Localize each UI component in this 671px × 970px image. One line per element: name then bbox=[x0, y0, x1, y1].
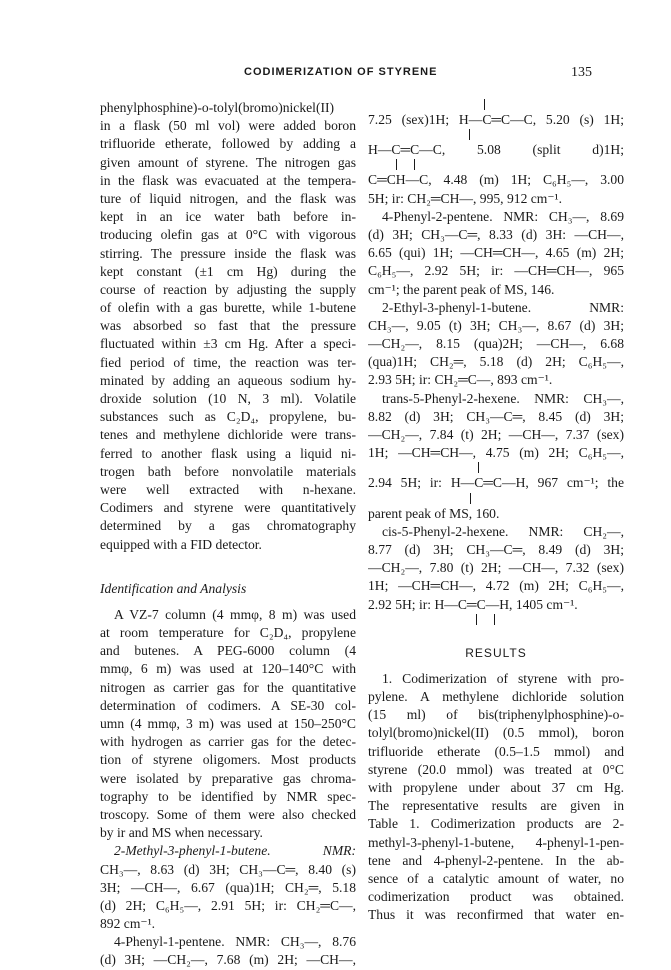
bond-mark bbox=[368, 99, 624, 111]
text-line: phenylphosphine)-o-tolyl(bromo)nickel(II) bbox=[100, 100, 335, 115]
text-line: droxide solution (10 N, 3 ml). Volatile bbox=[100, 391, 356, 406]
text-line: equipped with a FID detector. bbox=[100, 536, 262, 552]
bond-mark bbox=[368, 159, 624, 171]
text-line: —CH₂—, 7.84 (t) 2H; —CH—, 7.37 (sex) bbox=[368, 427, 624, 442]
bond-mark bbox=[368, 462, 624, 474]
section-heading: RESULTS bbox=[465, 645, 527, 660]
text-line: Codimers and styrene were quantitatively bbox=[100, 500, 356, 516]
text-line: sence of a catalytic amount of water, no bbox=[368, 870, 624, 886]
text-line: trogen bath before nonvolatile materials bbox=[100, 463, 356, 479]
text-line: codimerization product was obtained. bbox=[368, 889, 624, 905]
text-line: fluctuated within ±3 cm Hg. After a speci- bbox=[100, 336, 356, 352]
text-line: pylene. A methylene dichloride solution bbox=[368, 689, 624, 705]
text-line: ture of liquid nitrogen, and the flask was bbox=[100, 190, 356, 206]
text-line: mmφ, 6 m) was used at 120–140°C with bbox=[100, 661, 356, 677]
bond-mark bbox=[368, 129, 624, 141]
text-line: 3H; —CH—, 6.67 (qua)1H; CH₂═, 5.18 bbox=[100, 879, 356, 895]
compound-heading: cis-5-Phenyl-2-hexene. NMR: CH₂—, bbox=[382, 523, 624, 539]
text-line: fied period of time, the reaction was ter- bbox=[100, 354, 356, 370]
text-line: 8.77 (d) 3H; CH₃—C═, 8.49 (d) 3H; bbox=[368, 541, 624, 557]
compound-heading: 2-Ethyl-3-phenyl-1-butene. NMR: bbox=[382, 299, 624, 315]
text-line: tion of styrene oligomers. Most products bbox=[100, 752, 356, 768]
text-line: Table 1. Codimerization products are 2- bbox=[368, 816, 624, 832]
text-line: of olefin with a gas burette, while 1-butene bbox=[100, 300, 356, 316]
text-line: minated by adding an aqueous sodium hy- bbox=[100, 372, 356, 388]
text-line: course of reaction by adjusting the supply bbox=[100, 281, 356, 297]
text-line: 2.93 5H; ir: CH₂═C—, 893 cm⁻¹. bbox=[368, 372, 553, 388]
text-line: tolyl(bromo)nickel(II) (0.5 mmol), boron bbox=[368, 725, 624, 741]
text-line: trifluoride etherate, followed by adding a bbox=[100, 136, 356, 152]
text-line: parent peak of MS, 160. bbox=[368, 505, 500, 521]
compound-heading: 2-Methyl-3-phenyl-1-butene. NMR: bbox=[114, 843, 356, 859]
text-line: kept in an ice water bath before in- bbox=[100, 209, 356, 225]
text-line: The representative results are given in bbox=[368, 798, 624, 814]
text-line: —CH₂—, 7.80 (t) 2H; —CH—, 7.32 (sex) bbox=[368, 560, 624, 576]
text-line: stirring. The pressure inside the flask was bbox=[100, 245, 356, 261]
section-heading: Identification and Analysis bbox=[100, 580, 247, 596]
left-column bbox=[100, 99, 356, 970]
text-line: in a flask (50 ml vol) were added boron bbox=[100, 118, 356, 134]
text-line: cm⁻¹; the parent peak of MS, 146. bbox=[368, 281, 555, 297]
text-line: substances such as C₂D₄, propylene, bu- bbox=[100, 409, 356, 425]
text-line: tenes and methylene dichloride were trans- bbox=[100, 427, 356, 443]
text-line: 6.65 (qui) 1H; —CH═CH—, 4.65 (m) 2H; bbox=[368, 245, 624, 261]
text-line: with hydrogen as carrier gas for the detec- bbox=[100, 734, 356, 750]
text-line: at room temperature for C₂D₄, propylene bbox=[100, 625, 356, 641]
text-line: Thus it was reconfirmed that water en- bbox=[368, 907, 624, 923]
text-line: CH₃—, 9.05 (t) 3H; CH₃—, 8.67 (d) 3H; bbox=[368, 317, 624, 333]
text-line: (d) 3H; —CH₂—, 7.68 (m) 2H; —CH—, bbox=[100, 952, 356, 968]
text-line: C₆H₅—, 2.92 5H; ir: —CH═CH—, 965 bbox=[368, 263, 624, 279]
text-line: H—C═C—C, 5.08 (split d)1H; bbox=[368, 142, 624, 158]
text-line: styrene (20.0 mmol) was treated at 0°C bbox=[368, 761, 624, 777]
text-line: 892 cm⁻¹. bbox=[100, 916, 156, 932]
text-line: tene and 4-phenyl-2-pentene. In the ab- bbox=[368, 852, 624, 868]
text-line: were well extracted with n-hexane. bbox=[100, 481, 356, 497]
text-line: and butenes. A PEG-6000 column (4 bbox=[100, 643, 356, 659]
text-line: umn (4 mmφ, 3 m) was used at 150–250°C bbox=[100, 716, 356, 731]
text-line: determination of codimers. A SE-30 col- bbox=[100, 697, 356, 713]
page-number: 135 bbox=[571, 65, 592, 80]
text-line: troscopy. Some of them were also checked bbox=[100, 806, 356, 822]
text-line: with propylene under about 37 cm Hg. bbox=[368, 780, 624, 795]
text-line: 7.25 (sex)1H; H—C═C—C, 5.20 (s) 1H; bbox=[368, 112, 624, 127]
compound-heading: 4-Phenyl-1-pentene. NMR: CH₃—, 8.76 bbox=[114, 934, 356, 950]
text-line: ferred to another flask using a liquid ni- bbox=[100, 445, 356, 461]
running-title: CODIMERIZATION OF STYRENE bbox=[244, 66, 438, 78]
compound-heading: trans-5-Phenyl-2-hexene. NMR: CH₃—, bbox=[382, 390, 624, 406]
text-line: 5H; ir: CH₂═CH—, 995, 912 cm⁻¹. bbox=[368, 190, 563, 206]
page-header bbox=[0, 66, 671, 86]
text-line: 2.94 5H; ir: H—C═C—H, 967 cm⁻¹; the bbox=[368, 475, 624, 491]
text-line: (d) 2H; C₆H₅—, 2.91 5H; ir: CH₂═C—, bbox=[100, 897, 356, 913]
text-line: by ir and MS when necessary. bbox=[100, 825, 263, 841]
text-line: in the flask was evacuated at the tempera- bbox=[100, 172, 356, 188]
text-line: 1. Codimerization of styrene with pro- bbox=[382, 670, 624, 686]
text-line: A VZ-7 column (4 mmφ, 8 m) was used bbox=[114, 606, 356, 622]
bond-mark bbox=[368, 614, 624, 626]
bond-mark bbox=[368, 493, 624, 505]
text-line: (15 ml) of bis(triphenylphosphine)-o- bbox=[368, 707, 624, 723]
text-line: methyl-3-phenyl-1-butene, 4-phenyl-1-pen- bbox=[368, 834, 624, 850]
text-line: C═CH—C, 4.48 (m) 1H; C₆H₅—, 3.00 bbox=[368, 172, 624, 188]
text-line: 1H; —CH═CH—, 4.75 (m) 2H; C₆H₅—, bbox=[368, 445, 624, 461]
text-line: was absorbed so fast that the pressure bbox=[100, 318, 356, 334]
text-line: —CH₂—, 8.15 (qua)2H; —CH—, 6.68 bbox=[368, 336, 624, 352]
text-line: given amount of styrene. The nitrogen gas bbox=[100, 154, 356, 170]
text-line: trifluoride etherate (0.5–1.5 mmol) and bbox=[368, 743, 624, 759]
text-line: determined by a gas chromatography bbox=[100, 518, 356, 534]
text-line: (d) 3H; CH₃—C═, 8.33 (d) 3H: —CH—, bbox=[368, 226, 624, 242]
text-line: (qua)1H; CH₂═, 5.18 (d) 2H; C₆H₅—, bbox=[368, 354, 624, 370]
text-line: nitrogen as carrier gas for the quantitative bbox=[100, 679, 356, 695]
text-line: kept constant (±1 cm Hg) during the bbox=[100, 263, 356, 279]
text-line: 1H; —CH═CH—, 4.72 (m) 2H; C₆H₅—, bbox=[368, 578, 624, 594]
text-line: troducing olefin gas at 0°C with vigorous bbox=[100, 227, 356, 243]
text-line: 8.82 (d) 3H; CH₃—C═, 8.45 (d) 3H; bbox=[368, 408, 624, 424]
right-column bbox=[368, 99, 624, 925]
text-line: tography to be identified by NMR spec- bbox=[100, 788, 356, 804]
text-line: 2.92 5H; ir: H—C═C—H, 1405 cm⁻¹. bbox=[368, 596, 578, 612]
text-line: CH₃—, 8.63 (d) 3H; CH₃—C═, 8.40 (s) bbox=[100, 861, 356, 877]
compound-heading: 4-Phenyl-2-pentene. NMR: CH₃—, 8.69 bbox=[382, 208, 624, 224]
text-line: were isolated by preparative gas chroma- bbox=[100, 770, 356, 786]
